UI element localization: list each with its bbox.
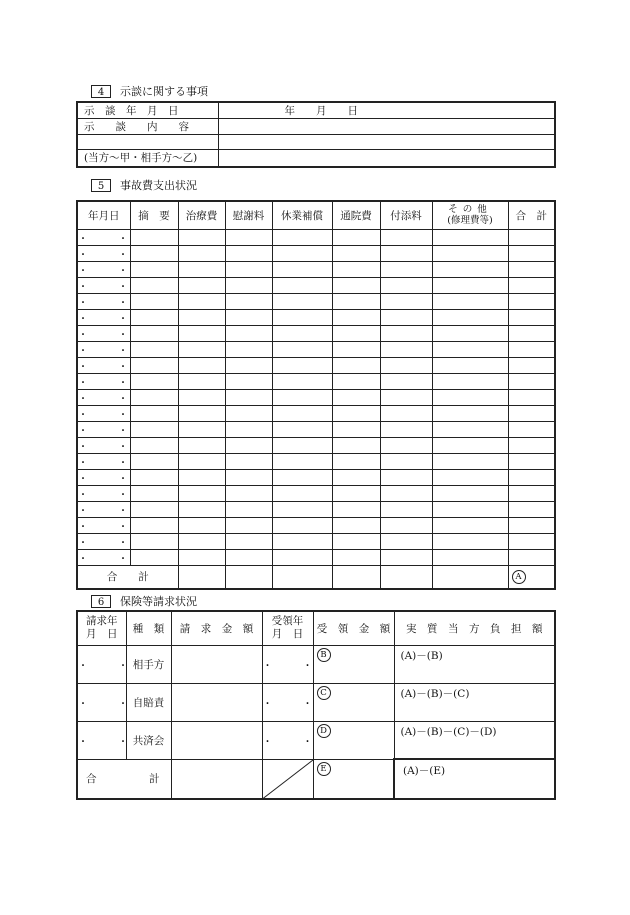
header-receipt-date-line2: 月 日 <box>271 628 304 641</box>
mark-d-circle: D <box>317 724 331 738</box>
expense-cell-consolation[interactable] <box>225 325 272 341</box>
expense-cell-other[interactable] <box>432 325 508 341</box>
expense-cell-total[interactable] <box>508 245 555 261</box>
expense-cell-medical[interactable] <box>178 501 225 517</box>
expense-cell-commute[interactable] <box>332 373 380 389</box>
expense-cell-medical[interactable] <box>178 373 225 389</box>
expense-cell-commute[interactable] <box>332 389 380 405</box>
diagonal-slash <box>263 760 313 799</box>
settlement-content-line3[interactable] <box>218 150 555 167</box>
expense-cell-other[interactable] <box>432 549 508 565</box>
settlement-date-label: 示 談 年 月 日 <box>77 102 218 119</box>
expense-cell-consolation[interactable] <box>225 549 272 565</box>
header-commute: 通院費 <box>332 201 380 229</box>
expense-cell-date[interactable]: ・ ・ <box>77 421 130 437</box>
expense-cell-attendance[interactable] <box>380 533 432 549</box>
expense-cell-commute[interactable] <box>332 245 380 261</box>
expense-row <box>77 549 555 565</box>
expense-cell-leave-comp[interactable] <box>272 229 332 245</box>
settlement-content-label: 示 談 内 容 <box>77 119 218 135</box>
expense-cell-other[interactable] <box>432 245 508 261</box>
expense-row <box>77 405 555 421</box>
expense-cell-attendance[interactable] <box>380 437 432 453</box>
expense-cell-date[interactable]: ・ ・ <box>77 309 130 325</box>
type-cell: 自賠責 <box>126 683 171 721</box>
expense-cell-leave-comp[interactable] <box>272 309 332 325</box>
expense-cell-leave-comp[interactable] <box>272 517 332 533</box>
expense-cell-commute[interactable] <box>332 277 380 293</box>
expense-cell-attendance[interactable] <box>380 453 432 469</box>
expense-cell-medical[interactable] <box>178 229 225 245</box>
header-receipt-date <box>262 611 313 645</box>
expense-cell-attendance[interactable] <box>380 293 432 309</box>
expense-cell-consolation[interactable] <box>225 437 272 453</box>
type-cell: 共済会 <box>126 721 171 759</box>
burden-formula-cell: (A)－(B)－(C) <box>394 683 555 721</box>
expense-cell-date[interactable]: ・ ・ <box>77 229 130 245</box>
expense-cell-attendance[interactable] <box>380 469 432 485</box>
header-claim-date <box>77 611 126 645</box>
header-claim-date-line1: 請求年 <box>86 615 118 628</box>
section4-number: 4 <box>91 85 111 98</box>
expense-row <box>77 469 555 485</box>
expense-cell-leave-comp[interactable] <box>272 341 332 357</box>
expense-cell-leave-comp[interactable] <box>272 357 332 373</box>
header-medical: 治療費 <box>178 201 225 229</box>
expense-cell-consolation[interactable] <box>225 389 272 405</box>
expense-cell-other[interactable] <box>432 261 508 277</box>
expense-cell-total[interactable] <box>508 501 555 517</box>
expense-cell-medical[interactable] <box>178 325 225 341</box>
mark-c-circle: C <box>317 686 331 700</box>
expense-cell-date[interactable]: ・ ・ <box>77 453 130 469</box>
header-summary: 摘 要 <box>130 201 178 229</box>
header-receipt-date-line1: 受領年 <box>271 615 304 628</box>
expense-cell-date[interactable]: ・ ・ <box>77 357 130 373</box>
expense-cell-consolation[interactable] <box>225 293 272 309</box>
expense-cell-total[interactable] <box>508 357 555 373</box>
expense-cell-other[interactable] <box>432 405 508 421</box>
expense-row <box>77 245 555 261</box>
insurance-row <box>77 721 555 759</box>
insurance-total-label: 合 計 <box>77 759 171 799</box>
receipt-date-cell[interactable]: ・ ・ <box>262 645 313 683</box>
burden-formula-cell: (A)－(B) <box>394 645 555 683</box>
section4-heading <box>91 84 208 98</box>
expense-cell-consolation[interactable] <box>225 469 272 485</box>
header-other-line1: その他 <box>448 204 492 216</box>
expense-cell-date[interactable]: ・ ・ <box>77 501 130 517</box>
expense-cell-consolation[interactable] <box>225 405 272 421</box>
expense-cell-medical[interactable] <box>178 549 225 565</box>
expense-cell-date[interactable]: ・ ・ <box>77 469 130 485</box>
header-received-amount: 受 領 金 額 <box>313 611 394 645</box>
expense-cell-attendance[interactable] <box>380 373 432 389</box>
insurance-row <box>77 645 555 683</box>
expense-cell-other[interactable] <box>432 309 508 325</box>
expense-cell-date[interactable]: ・ ・ <box>77 341 130 357</box>
expense-cell-consolation[interactable] <box>225 501 272 517</box>
header-other <box>432 201 508 229</box>
expense-cell-commute[interactable] <box>332 341 380 357</box>
expense-row <box>77 325 555 341</box>
expense-cell-total[interactable] <box>508 341 555 357</box>
received-amount-cell[interactable] <box>313 645 394 683</box>
expense-cell-medical[interactable] <box>178 437 225 453</box>
expense-cell-total[interactable] <box>508 229 555 245</box>
expense-table <box>76 200 556 590</box>
expense-cell-other[interactable] <box>432 341 508 357</box>
header-claim-date-line2: 月 日 <box>86 628 118 641</box>
expense-cell-other[interactable] <box>432 501 508 517</box>
expense-cell-leave-comp[interactable] <box>272 421 332 437</box>
expense-row <box>77 533 555 549</box>
expense-cell-medical[interactable] <box>178 245 225 261</box>
settlement-party-note: (当方〜甲・相手方〜乙) <box>77 150 218 167</box>
expense-total-attendance[interactable] <box>380 565 432 589</box>
expense-row <box>77 517 555 533</box>
expense-cell-attendance[interactable] <box>380 485 432 501</box>
expense-cell-commute[interactable] <box>332 517 380 533</box>
expense-cell-commute[interactable] <box>332 437 380 453</box>
receipt-date-total-slash <box>262 759 313 799</box>
expense-cell-attendance[interactable] <box>380 389 432 405</box>
expense-cell-date[interactable]: ・ ・ <box>77 373 130 389</box>
expense-cell-leave-comp[interactable] <box>272 453 332 469</box>
header-other-line2: (修理費等) <box>447 215 493 227</box>
expense-total-other[interactable] <box>432 565 508 589</box>
expense-cell-medical[interactable] <box>178 357 225 373</box>
expense-row <box>77 293 555 309</box>
expense-cell-leave-comp[interactable] <box>272 245 332 261</box>
expense-row <box>77 485 555 501</box>
insurance-header-row <box>77 611 555 645</box>
expense-cell-date[interactable]: ・ ・ <box>77 517 130 533</box>
settlement-content-line2[interactable] <box>218 135 555 150</box>
expense-cell-other[interactable] <box>432 373 508 389</box>
settlement-content-line1[interactable] <box>218 119 555 135</box>
type-cell: 相手方 <box>126 645 171 683</box>
expense-cell-medical[interactable] <box>178 277 225 293</box>
expense-cell-attendance[interactable] <box>380 501 432 517</box>
expense-cell-attendance[interactable] <box>380 277 432 293</box>
expense-cell-date[interactable]: ・ ・ <box>77 261 130 277</box>
insurance-table <box>76 610 556 800</box>
expense-cell-consolation[interactable] <box>225 517 272 533</box>
expense-cell-other[interactable] <box>432 229 508 245</box>
claim-amount-total[interactable] <box>171 759 262 799</box>
header-total: 合 計 <box>508 201 555 229</box>
header-claim-amount: 請 求 金 額 <box>171 611 262 645</box>
expense-cell-medical[interactable] <box>178 341 225 357</box>
expense-cell-consolation[interactable] <box>225 373 272 389</box>
burden-total-formula: (A)－(E) <box>394 759 555 799</box>
expense-cell-total[interactable] <box>508 485 555 501</box>
expense-cell-commute[interactable] <box>332 229 380 245</box>
expense-cell-date[interactable]: ・ ・ <box>77 405 130 421</box>
section6-number: 6 <box>91 595 111 608</box>
section4-title: 示談に関する事項 <box>120 85 208 98</box>
expense-cell-consolation[interactable] <box>225 357 272 373</box>
expense-cell-medical[interactable] <box>178 389 225 405</box>
expense-cell-medical[interactable] <box>178 293 225 309</box>
burden-formula-cell: (A)－(B)－(C)－(D) <box>394 721 555 759</box>
section5-title: 事故費支出状況 <box>120 179 197 192</box>
expense-cell-commute[interactable] <box>332 261 380 277</box>
expense-cell-total[interactable] <box>508 469 555 485</box>
expense-cell-consolation[interactable] <box>225 485 272 501</box>
expense-cell-medical[interactable] <box>178 533 225 549</box>
section5-number: 5 <box>91 179 111 192</box>
receipt-date-cell[interactable]: ・ ・ <box>262 683 313 721</box>
expense-cell-consolation[interactable] <box>225 229 272 245</box>
expense-cell-medical[interactable] <box>178 421 225 437</box>
expense-cell-leave-comp[interactable] <box>272 485 332 501</box>
expense-cell-leave-comp[interactable] <box>272 325 332 341</box>
insurance-total-row <box>77 759 555 799</box>
expense-cell-date[interactable]: ・ ・ <box>77 293 130 309</box>
expense-cell-leave-comp[interactable] <box>272 549 332 565</box>
expense-cell-leave-comp[interactable] <box>272 293 332 309</box>
expense-total-row <box>77 565 555 589</box>
expense-cell-attendance[interactable] <box>380 517 432 533</box>
expense-cell-date[interactable]: ・ ・ <box>77 437 130 453</box>
expense-cell-commute[interactable] <box>332 469 380 485</box>
expense-cell-leave-comp[interactable] <box>272 261 332 277</box>
expense-cell-medical[interactable] <box>178 453 225 469</box>
expense-cell-consolation[interactable] <box>225 533 272 549</box>
expense-cell-total[interactable] <box>508 437 555 453</box>
expense-cell-attendance[interactable] <box>380 325 432 341</box>
expense-cell-total[interactable] <box>508 421 555 437</box>
expense-cell-total[interactable] <box>508 373 555 389</box>
expense-cell-leave-comp[interactable] <box>272 389 332 405</box>
expense-cell-total[interactable] <box>508 453 555 469</box>
section6-heading <box>91 594 197 608</box>
expense-cell-total[interactable] <box>508 261 555 277</box>
expense-cell-consolation[interactable] <box>225 309 272 325</box>
expense-cell-consolation[interactable] <box>225 261 272 277</box>
header-consolation: 慰謝料 <box>225 201 272 229</box>
expense-cell-leave-comp[interactable] <box>272 373 332 389</box>
expense-row <box>77 341 555 357</box>
expense-cell-date[interactable]: ・ ・ <box>77 549 130 565</box>
expense-cell-other[interactable] <box>432 421 508 437</box>
settlement-content-label-cont <box>77 135 218 150</box>
expense-cell-leave-comp[interactable] <box>272 277 332 293</box>
expense-row <box>77 229 555 245</box>
expense-cell-total[interactable] <box>508 293 555 309</box>
expense-cell-date[interactable]: ・ ・ <box>77 325 130 341</box>
expense-cell-other[interactable] <box>432 517 508 533</box>
expense-row <box>77 373 555 389</box>
expense-total-leave-comp[interactable] <box>272 565 332 589</box>
expense-row <box>77 309 555 325</box>
expense-cell-other[interactable] <box>432 437 508 453</box>
received-amount-cell[interactable] <box>313 683 394 721</box>
mark-b-circle: B <box>317 648 331 662</box>
expense-cell-medical[interactable] <box>178 517 225 533</box>
received-amount-total[interactable] <box>313 759 394 799</box>
expense-cell-other[interactable] <box>432 533 508 549</box>
expense-row <box>77 357 555 373</box>
expense-cell-medical[interactable] <box>178 485 225 501</box>
header-date: 年月日 <box>77 201 130 229</box>
expense-cell-total[interactable] <box>508 517 555 533</box>
receipt-date-cell[interactable]: ・ ・ <box>262 721 313 759</box>
expense-total-medical[interactable] <box>178 565 225 589</box>
header-leave-comp: 休業補償 <box>272 201 332 229</box>
expense-cell-other[interactable] <box>432 357 508 373</box>
expense-row <box>77 421 555 437</box>
settlement-table <box>76 101 556 168</box>
expense-cell-commute[interactable] <box>332 501 380 517</box>
expense-cell-leave-comp[interactable] <box>272 533 332 549</box>
expense-cell-leave-comp[interactable] <box>272 501 332 517</box>
expense-cell-date[interactable]: ・ ・ <box>77 485 130 501</box>
expense-row <box>77 277 555 293</box>
expense-cell-attendance[interactable] <box>380 341 432 357</box>
expense-cell-total[interactable] <box>508 325 555 341</box>
settlement-date-value[interactable]: 年 月 日 <box>218 102 555 119</box>
expense-cell-total[interactable] <box>508 533 555 549</box>
expense-cell-commute[interactable] <box>332 533 380 549</box>
insurance-row <box>77 683 555 721</box>
expense-cell-commute[interactable] <box>332 453 380 469</box>
expense-cell-date[interactable]: ・ ・ <box>77 277 130 293</box>
expense-cell-attendance[interactable] <box>380 245 432 261</box>
expense-cell-commute[interactable] <box>332 325 380 341</box>
expense-cell-date[interactable]: ・ ・ <box>77 389 130 405</box>
expense-cell-commute[interactable] <box>332 421 380 437</box>
expense-cell-attendance[interactable] <box>380 549 432 565</box>
claim-amount-cell[interactable] <box>171 683 262 721</box>
header-type: 種 類 <box>126 611 171 645</box>
expense-cell-commute[interactable] <box>332 485 380 501</box>
expense-cell-date[interactable]: ・ ・ <box>77 245 130 261</box>
expense-total-label: 合 計 <box>77 565 178 589</box>
expense-cell-attendance[interactable] <box>380 229 432 245</box>
expense-row <box>77 261 555 277</box>
expense-cell-medical[interactable] <box>178 469 225 485</box>
expense-cell-attendance[interactable] <box>380 405 432 421</box>
expense-cell-leave-comp[interactable] <box>272 405 332 421</box>
section6-title: 保険等請求状況 <box>120 595 197 608</box>
claim-amount-cell[interactable] <box>171 645 262 683</box>
expense-total-commute[interactable] <box>332 565 380 589</box>
expense-cell-consolation[interactable] <box>225 421 272 437</box>
header-burden-amount: 実 質 当 方 負 担 額 <box>394 611 555 645</box>
expense-cell-date[interactable]: ・ ・ <box>77 533 130 549</box>
claim-date-cell[interactable]: ・ ・ <box>77 683 126 721</box>
expense-cell-consolation[interactable] <box>225 245 272 261</box>
expense-cell-total[interactable] <box>508 549 555 565</box>
mark-e-circle: E <box>317 762 331 776</box>
expense-cell-other[interactable] <box>432 453 508 469</box>
expense-cell-other[interactable] <box>432 469 508 485</box>
expense-cell-commute[interactable] <box>332 357 380 373</box>
claim-date-cell[interactable]: ・ ・ <box>77 721 126 759</box>
expense-cell-leave-comp[interactable] <box>272 437 332 453</box>
expense-cell-attendance[interactable] <box>380 261 432 277</box>
expense-cell-commute[interactable] <box>332 309 380 325</box>
expense-cell-other[interactable] <box>432 293 508 309</box>
expense-cell-total[interactable] <box>508 277 555 293</box>
expense-cell-other[interactable] <box>432 277 508 293</box>
expense-cell-consolation[interactable] <box>225 277 272 293</box>
expense-cell-commute[interactable] <box>332 405 380 421</box>
claim-amount-cell[interactable] <box>171 721 262 759</box>
expense-cell-other[interactable] <box>432 389 508 405</box>
expense-cell-commute[interactable] <box>332 549 380 565</box>
section5-heading <box>91 178 197 192</box>
claim-date-cell[interactable]: ・ ・ <box>77 645 126 683</box>
mark-a-circle: A <box>512 570 526 584</box>
expense-row <box>77 453 555 469</box>
expense-cell-medical[interactable] <box>178 261 225 277</box>
expense-cell-leave-comp[interactable] <box>272 469 332 485</box>
expense-cell-attendance[interactable] <box>380 309 432 325</box>
expense-row <box>77 389 555 405</box>
expense-cell-commute[interactable] <box>332 293 380 309</box>
expense-cell-attendance[interactable] <box>380 357 432 373</box>
received-amount-cell[interactable] <box>313 721 394 759</box>
expense-total-consolation[interactable] <box>225 565 272 589</box>
expense-cell-medical[interactable] <box>178 405 225 421</box>
expense-header-row <box>77 201 555 229</box>
expense-cell-attendance[interactable] <box>380 421 432 437</box>
expense-cell-total[interactable] <box>508 389 555 405</box>
expense-row <box>77 501 555 517</box>
expense-grand-total[interactable] <box>508 565 555 589</box>
expense-cell-total[interactable] <box>508 309 555 325</box>
expense-cell-consolation[interactable] <box>225 341 272 357</box>
expense-row <box>77 437 555 453</box>
expense-cell-medical[interactable] <box>178 309 225 325</box>
expense-cell-total[interactable] <box>508 405 555 421</box>
expense-cell-other[interactable] <box>432 485 508 501</box>
expense-cell-consolation[interactable] <box>225 453 272 469</box>
header-attendance: 付添料 <box>380 201 432 229</box>
